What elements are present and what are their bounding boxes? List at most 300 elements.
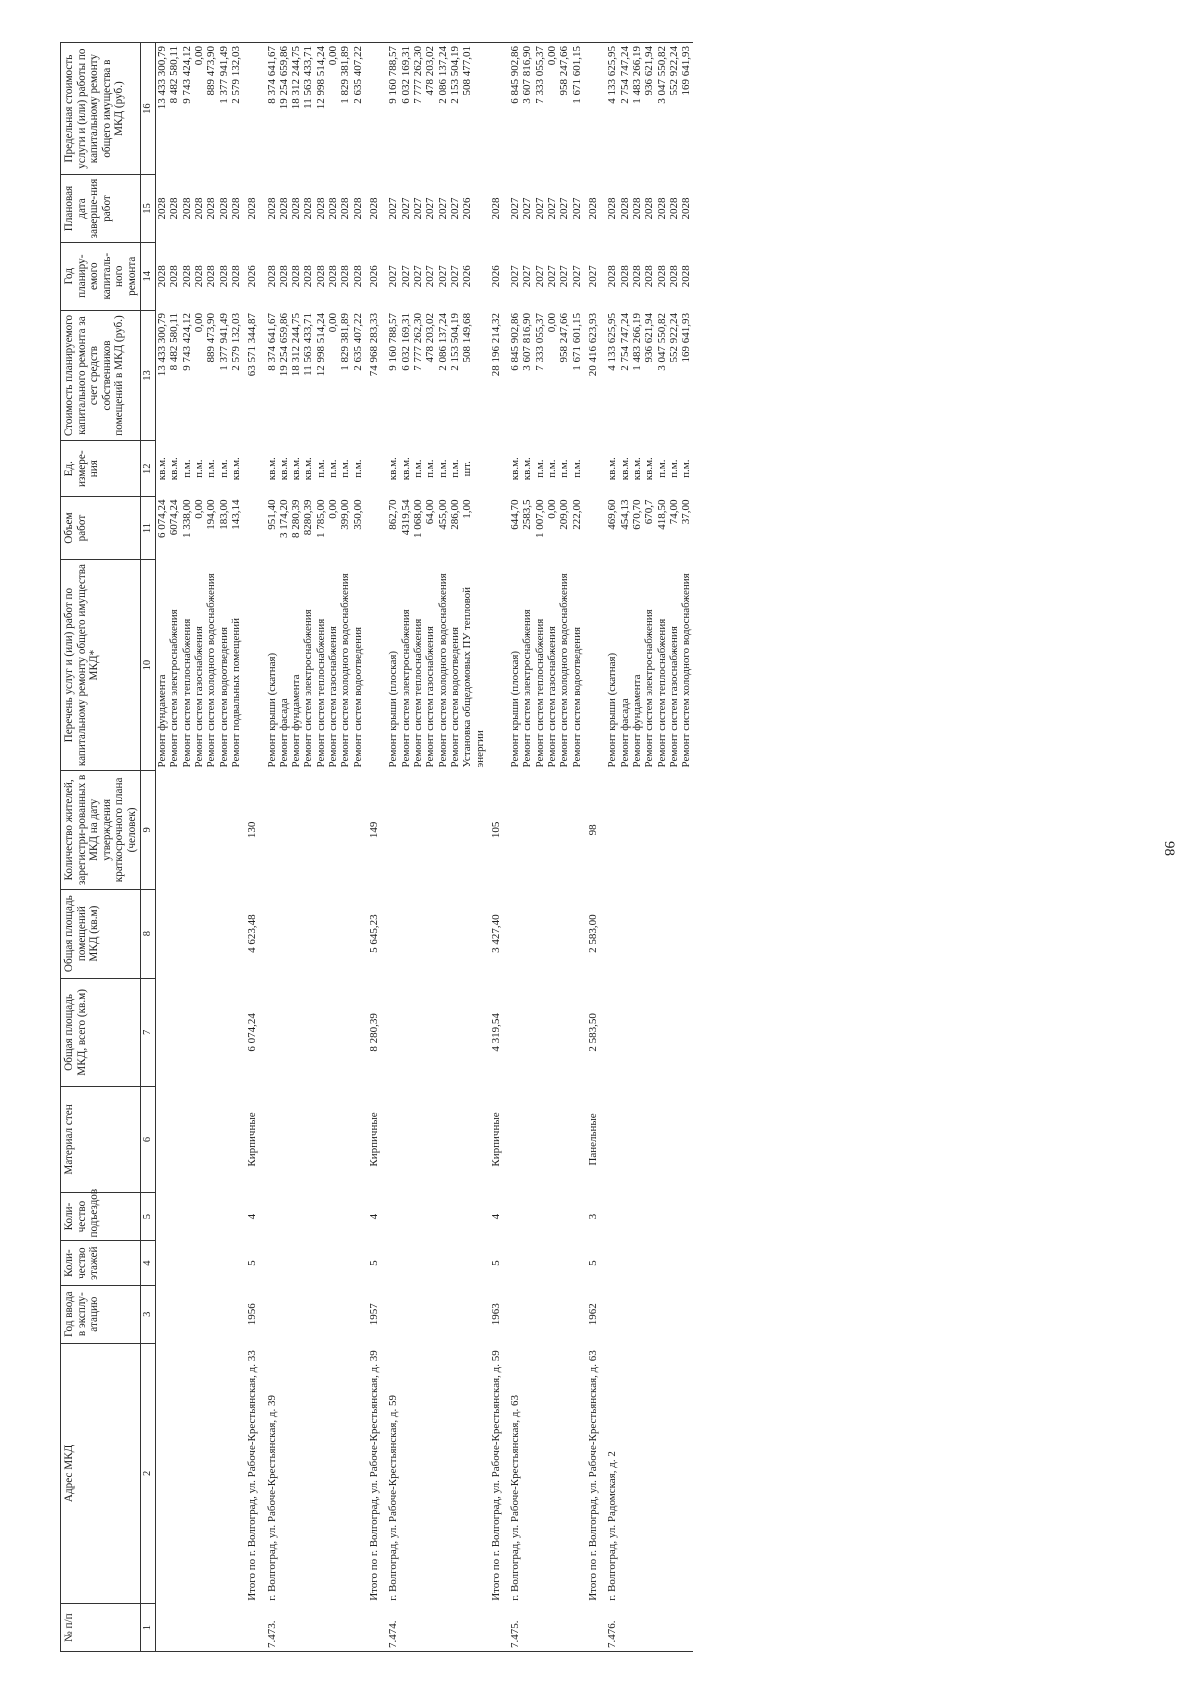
cost-cell: 1 671 601,15 bbox=[570, 313, 583, 371]
header-cell: Плановая дата заверше-ния работ bbox=[61, 175, 141, 243]
table-row bbox=[424, 43, 436, 1652]
entrances-cell bbox=[449, 1192, 461, 1241]
limit-cost-cell: 4 133 625,95 bbox=[601, 43, 618, 175]
volume-cell bbox=[583, 496, 601, 559]
header-cell: Материал стен bbox=[61, 1087, 141, 1192]
column-number: 8 bbox=[141, 889, 156, 978]
floors-cell bbox=[168, 1241, 180, 1285]
wall-material-cell bbox=[382, 1087, 399, 1192]
address-cell bbox=[205, 1343, 217, 1604]
work-type-cell: Ремонт систем водоотведения bbox=[217, 626, 230, 768]
wall-material-cell bbox=[449, 1087, 461, 1192]
total-area-cell bbox=[412, 978, 424, 1087]
year-cell bbox=[218, 1285, 230, 1343]
repair-year-cell: 2028 bbox=[630, 265, 643, 288]
address-cell bbox=[290, 1343, 302, 1604]
row-number bbox=[364, 1604, 382, 1652]
header-cell: Количество жителей, зарегистри-рованных в МКД на дату утверждения краткосрочного плана (человек) bbox=[61, 771, 141, 890]
work-type-cell: Ремонт систем электроснабжения bbox=[643, 609, 656, 768]
repair-year-cell: 2027 bbox=[558, 265, 571, 288]
entrances-cell bbox=[521, 1192, 533, 1241]
year-cell bbox=[571, 1285, 583, 1343]
wall-material-cell bbox=[412, 1087, 424, 1192]
wall-material-cell bbox=[218, 1087, 230, 1192]
total-area-cell bbox=[504, 978, 521, 1087]
floors-cell bbox=[619, 1241, 631, 1285]
entrances-cell bbox=[504, 1192, 521, 1241]
total-area-cell bbox=[601, 978, 618, 1087]
limit-cost-cell: 12 998 514,24 bbox=[315, 43, 327, 175]
limit-cost-cell bbox=[242, 43, 260, 175]
total-area-cell bbox=[181, 978, 193, 1087]
address-cell bbox=[230, 1343, 242, 1604]
cost-cell: 7 333 055,37 bbox=[533, 313, 546, 371]
floors-cell bbox=[668, 1241, 680, 1285]
work-type-cell: Ремонт систем холодного водоснабжения bbox=[205, 573, 218, 768]
header-cell: Стоимость планируемого капитального ремонта за счет средств собственников помещений в МКД (руб.) bbox=[61, 310, 141, 441]
living-area-cell bbox=[181, 889, 193, 978]
limit-cost-cell: 889 473,90 bbox=[205, 43, 217, 175]
work-type-cell: Ремонт систем теплоснабжения bbox=[180, 618, 193, 768]
residents-cell bbox=[278, 771, 290, 890]
total-area-cell bbox=[668, 978, 680, 1087]
completion-date-cell: 2027 bbox=[521, 197, 534, 220]
entrances-cell: 4 bbox=[368, 1213, 381, 1220]
residents-cell bbox=[424, 771, 436, 890]
residents-cell bbox=[230, 771, 242, 890]
row-number bbox=[290, 1604, 302, 1652]
repair-year-cell: 2026 bbox=[368, 265, 381, 288]
address-cell bbox=[643, 1343, 655, 1604]
living-area-cell bbox=[302, 889, 314, 978]
total-area-cell bbox=[449, 978, 461, 1087]
row-number bbox=[193, 1604, 205, 1652]
wall-material-cell bbox=[521, 1087, 533, 1192]
row-number: 7.473. bbox=[261, 1604, 278, 1652]
floors-cell bbox=[656, 1241, 668, 1285]
volume-cell: 0,00 bbox=[327, 499, 340, 519]
living-area-cell bbox=[424, 889, 436, 978]
cost-cell: 958 247,66 bbox=[558, 313, 571, 363]
address-cell bbox=[412, 1343, 424, 1604]
table-row bbox=[486, 43, 504, 1652]
year-cell bbox=[656, 1285, 668, 1343]
year-cell bbox=[619, 1285, 631, 1343]
repair-year-cell: 2027 bbox=[521, 265, 534, 288]
address-cell bbox=[619, 1343, 631, 1604]
total-area-cell bbox=[156, 978, 169, 1087]
wall-material-cell bbox=[290, 1087, 302, 1192]
entrances-cell bbox=[290, 1192, 302, 1241]
volume-cell: 286,00 bbox=[448, 499, 461, 530]
living-area-cell bbox=[327, 889, 339, 978]
floors-cell bbox=[412, 1241, 424, 1285]
unit-cell: п.м. bbox=[411, 459, 424, 478]
table-row bbox=[412, 43, 424, 1652]
wall-material-cell bbox=[352, 1087, 364, 1192]
total-area-cell bbox=[680, 978, 692, 1087]
living-area-cell bbox=[193, 889, 205, 978]
year-cell bbox=[534, 1285, 546, 1343]
unit-cell: кв.м. bbox=[229, 457, 242, 481]
floors-cell: 5 bbox=[489, 1260, 502, 1266]
completion-date-cell: 2028 bbox=[327, 197, 340, 220]
year-cell: 1963 bbox=[489, 1303, 502, 1326]
cost-cell: 1 377 941,49 bbox=[217, 313, 230, 371]
table-row bbox=[193, 43, 205, 1652]
unit-cell: шт. bbox=[461, 461, 474, 477]
completion-date-cell: 2028 bbox=[265, 197, 278, 220]
unit-cell: кв.м. bbox=[290, 457, 303, 481]
residents-cell bbox=[352, 771, 364, 890]
table-row bbox=[218, 43, 230, 1652]
completion-date-cell: 2027 bbox=[509, 197, 522, 220]
unit-cell: п.м. bbox=[533, 459, 546, 478]
address-cell bbox=[668, 1343, 680, 1604]
total-area-cell bbox=[352, 978, 364, 1087]
living-area-cell bbox=[643, 889, 655, 978]
volume-cell: 3 174,20 bbox=[277, 499, 290, 538]
year-cell: 1962 bbox=[587, 1303, 600, 1326]
residents-cell bbox=[521, 771, 533, 890]
limit-cost-cell: 8 374 641,67 bbox=[261, 43, 278, 175]
work-type-cell: Ремонт фундамента bbox=[630, 674, 643, 768]
entrances-cell bbox=[601, 1192, 618, 1241]
cost-cell: 28 196 214,32 bbox=[489, 313, 502, 377]
total-area-cell: 6 074,24 bbox=[246, 1013, 259, 1052]
volume-cell: 399,00 bbox=[339, 499, 352, 530]
row-number bbox=[156, 1604, 169, 1652]
unit-cell: кв.м. bbox=[618, 457, 631, 481]
total-area-cell bbox=[656, 978, 668, 1087]
wall-material-cell bbox=[302, 1087, 314, 1192]
table-row bbox=[261, 43, 278, 1652]
header-cell: Коли-чество этажей bbox=[61, 1241, 141, 1285]
column-number: 12 bbox=[141, 441, 156, 496]
year-cell bbox=[290, 1285, 302, 1343]
row-number bbox=[643, 1604, 655, 1652]
table-row bbox=[437, 43, 449, 1652]
living-area-cell bbox=[168, 889, 180, 978]
living-area-cell: 4 623,48 bbox=[246, 914, 259, 953]
limit-cost-cell: 936 621,94 bbox=[643, 43, 655, 175]
wall-material-cell bbox=[400, 1087, 412, 1192]
completion-date-cell: 2027 bbox=[558, 197, 571, 220]
unit-cell: п.м. bbox=[546, 459, 559, 478]
table-row bbox=[230, 43, 242, 1652]
floors-cell bbox=[278, 1241, 290, 1285]
row-number bbox=[619, 1604, 631, 1652]
cost-cell: 552 922,24 bbox=[667, 313, 680, 363]
header-cell: Общая площадь МКД, всего (кв.м) bbox=[61, 978, 141, 1087]
cost-cell: 2 754 747,24 bbox=[618, 313, 631, 371]
column-number: 9 bbox=[141, 771, 156, 890]
address-cell bbox=[218, 1343, 230, 1604]
residents-cell bbox=[382, 771, 399, 890]
entrances-cell bbox=[205, 1192, 217, 1241]
completion-date-cell: 2028 bbox=[618, 197, 631, 220]
work-type-cell: Ремонт систем электроснабжения bbox=[521, 609, 534, 768]
total-area-cell bbox=[205, 978, 217, 1087]
entrances-cell bbox=[168, 1192, 180, 1241]
living-area-cell bbox=[558, 889, 570, 978]
row-number bbox=[205, 1604, 217, 1652]
completion-date-cell: 2027 bbox=[533, 197, 546, 220]
work-type-cell: Ремонт систем теплоснабжения bbox=[314, 618, 327, 768]
work-type-cell: Ремонт крыши (плоская) bbox=[387, 650, 400, 768]
limit-cost-cell: 2 635 407,22 bbox=[352, 43, 364, 175]
completion-date-cell: 2028 bbox=[630, 197, 643, 220]
table-row bbox=[680, 43, 692, 1652]
floors-cell bbox=[437, 1241, 449, 1285]
entrances-cell bbox=[461, 1192, 486, 1241]
row-number bbox=[461, 1604, 486, 1652]
header-row bbox=[61, 43, 141, 1652]
unit-cell: кв.м. bbox=[606, 457, 619, 481]
residents-cell bbox=[534, 771, 546, 890]
living-area-cell bbox=[504, 889, 521, 978]
cost-cell: 8 482 580,11 bbox=[168, 313, 181, 371]
unit-cell: п.м. bbox=[448, 459, 461, 478]
wall-material-cell bbox=[437, 1087, 449, 1192]
column-number: 16 bbox=[141, 43, 156, 175]
row-number bbox=[631, 1604, 643, 1652]
volume-cell: 2583,5 bbox=[521, 499, 534, 530]
completion-date-cell: 2028 bbox=[643, 197, 656, 220]
residents-cell bbox=[315, 771, 327, 890]
year-cell bbox=[437, 1285, 449, 1343]
entrances-cell bbox=[156, 1192, 169, 1241]
row-number bbox=[583, 1604, 601, 1652]
work-type-cell: Ремонт систем газоснабжения bbox=[667, 626, 680, 768]
address-cell bbox=[546, 1343, 558, 1604]
completion-date-cell: 2028 bbox=[205, 197, 218, 220]
year-cell bbox=[558, 1285, 570, 1343]
floors-cell bbox=[193, 1241, 205, 1285]
work-type-cell: Ремонт систем водоотведения bbox=[570, 626, 583, 768]
entrances-cell bbox=[437, 1192, 449, 1241]
residents-cell bbox=[546, 771, 558, 890]
wall-material-cell bbox=[261, 1087, 278, 1192]
limit-cost-cell: 2 579 132,03 bbox=[230, 43, 242, 175]
total-area-cell bbox=[424, 978, 436, 1087]
completion-date-cell: 2028 bbox=[302, 197, 315, 220]
entrances-cell bbox=[558, 1192, 570, 1241]
row-number bbox=[680, 1604, 692, 1652]
total-area-cell bbox=[571, 978, 583, 1087]
unit-cell bbox=[364, 441, 382, 496]
row-number bbox=[546, 1604, 558, 1652]
repair-year-cell: 2027 bbox=[587, 265, 600, 288]
volume-cell: 1 007,00 bbox=[533, 499, 546, 538]
completion-date-cell: 2028 bbox=[655, 197, 668, 220]
row-number bbox=[412, 1604, 424, 1652]
residents-cell: 105 bbox=[489, 821, 502, 839]
unit-cell: кв.м. bbox=[277, 457, 290, 481]
work-type-cell: Ремонт систем холодного водоснабжения bbox=[339, 573, 352, 768]
address-cell: Итого по г. Волгоград, ул. Рабоче-Крестьянская, д. 33 bbox=[246, 1350, 259, 1601]
cost-cell: 6 845 902,86 bbox=[509, 313, 522, 371]
completion-date-cell: 2026 bbox=[461, 197, 474, 220]
total-area-cell bbox=[619, 978, 631, 1087]
volume-cell: 64,00 bbox=[424, 499, 437, 525]
total-area-cell bbox=[218, 978, 230, 1087]
work-type-cell: Ремонт крыши (плоская) bbox=[509, 650, 522, 768]
repair-year-cell: 2028 bbox=[618, 265, 631, 288]
table-row bbox=[546, 43, 558, 1652]
cost-cell: 9 160 788,57 bbox=[387, 313, 400, 371]
limit-cost-cell: 2 086 137,24 bbox=[437, 43, 449, 175]
row-number bbox=[449, 1604, 461, 1652]
address-cell bbox=[571, 1343, 583, 1604]
unit-cell: кв.м. bbox=[509, 457, 522, 481]
column-number: 2 bbox=[141, 1343, 156, 1604]
total-area-cell bbox=[382, 978, 399, 1087]
limit-cost-cell: 958 247,66 bbox=[558, 43, 570, 175]
unit-cell: п.м. bbox=[558, 459, 571, 478]
column-number: 7 bbox=[141, 978, 156, 1087]
unit-cell: кв.м. bbox=[265, 457, 278, 481]
limit-cost-cell: 1 377 941,49 bbox=[218, 43, 230, 175]
wall-material-cell bbox=[656, 1087, 668, 1192]
volume-cell: 183,00 bbox=[217, 499, 230, 530]
entrances-cell bbox=[339, 1192, 351, 1241]
unit-cell: кв.м. bbox=[399, 457, 412, 481]
volume-cell: 222,00 bbox=[570, 499, 583, 530]
unit-cell: кв.м. bbox=[643, 457, 656, 481]
completion-date-cell: 2028 bbox=[156, 197, 169, 220]
row-number bbox=[218, 1604, 230, 1652]
entrances-cell bbox=[352, 1192, 364, 1241]
living-area-cell bbox=[290, 889, 302, 978]
residents-cell bbox=[156, 771, 169, 890]
entrances-cell bbox=[571, 1192, 583, 1241]
work-type-cell: Ремонт систем теплоснабжения bbox=[411, 618, 424, 768]
table-row bbox=[631, 43, 643, 1652]
limit-cost-cell: 8 482 580,11 bbox=[168, 43, 180, 175]
work-type-cell: Ремонт систем теплоснабжения bbox=[655, 618, 668, 768]
work-type-cell: Ремонт систем водоотведения bbox=[448, 626, 461, 768]
living-area-cell bbox=[437, 889, 449, 978]
year-cell bbox=[205, 1285, 217, 1343]
header-cell: Год ввода в эксплу-атацию bbox=[61, 1285, 141, 1343]
completion-date-cell: 2028 bbox=[339, 197, 352, 220]
entrances-cell bbox=[680, 1192, 692, 1241]
address-cell bbox=[352, 1343, 364, 1604]
year-cell bbox=[230, 1285, 242, 1343]
total-area-cell bbox=[278, 978, 290, 1087]
repair-year-cell: 2027 bbox=[448, 265, 461, 288]
table-row bbox=[601, 43, 618, 1652]
floors-cell bbox=[504, 1241, 521, 1285]
floors-cell bbox=[424, 1241, 436, 1285]
repair-year-cell: 2028 bbox=[667, 265, 680, 288]
table-row bbox=[668, 43, 680, 1652]
living-area-cell bbox=[571, 889, 583, 978]
completion-date-cell: 2028 bbox=[192, 197, 205, 220]
wall-material-cell: Кирпичные bbox=[246, 1112, 259, 1167]
wall-material-cell: Панельные bbox=[587, 1113, 600, 1166]
table-row bbox=[558, 43, 570, 1652]
year-cell bbox=[424, 1285, 436, 1343]
header-cell: Предельная стоимость услуги и (или) работы по капитальному ремонту общего имущества в МКД (руб.) bbox=[61, 43, 141, 175]
cost-cell: 0,00 bbox=[546, 313, 559, 333]
living-area-cell bbox=[656, 889, 668, 978]
repair-year-cell: 2028 bbox=[168, 265, 181, 288]
living-area-cell bbox=[680, 889, 692, 978]
living-area-cell bbox=[619, 889, 631, 978]
year-cell bbox=[643, 1285, 655, 1343]
cost-cell: 936 621,94 bbox=[643, 313, 656, 363]
cost-cell: 3 047 550,82 bbox=[655, 313, 668, 371]
cost-cell: 0,00 bbox=[192, 313, 205, 333]
volume-cell: 670,70 bbox=[630, 499, 643, 530]
cost-cell: 0,00 bbox=[327, 313, 340, 333]
limit-cost-cell: 2 153 504,19 bbox=[449, 43, 461, 175]
floors-cell bbox=[218, 1241, 230, 1285]
total-area-cell bbox=[230, 978, 242, 1087]
volume-cell: 1 785,00 bbox=[314, 499, 327, 538]
cost-cell: 2 635 407,22 bbox=[351, 313, 364, 371]
floors-cell bbox=[315, 1241, 327, 1285]
row-number: 7.476. bbox=[601, 1604, 618, 1652]
floors-cell bbox=[449, 1241, 461, 1285]
volume-cell: 143,14 bbox=[229, 499, 242, 530]
unit-cell: п.м. bbox=[180, 459, 193, 478]
entrances-cell bbox=[400, 1192, 412, 1241]
repair-year-cell: 2028 bbox=[290, 265, 303, 288]
wall-material-cell bbox=[327, 1087, 339, 1192]
completion-date-cell: 2028 bbox=[680, 197, 693, 220]
volume-cell: 37,00 bbox=[680, 499, 693, 525]
residents-cell: 130 bbox=[246, 821, 259, 839]
cost-cell: 478 203,02 bbox=[424, 313, 437, 363]
repair-year-cell: 2027 bbox=[387, 265, 400, 288]
unit-cell: п.м. bbox=[680, 459, 693, 478]
column-number: 1 bbox=[141, 1604, 156, 1652]
year-cell bbox=[668, 1285, 680, 1343]
work-type-cell: Ремонт подвальных помещений bbox=[229, 618, 242, 768]
work-type-cell: Ремонт фасада bbox=[277, 698, 290, 768]
year-cell bbox=[382, 1285, 399, 1343]
wall-material-cell bbox=[504, 1087, 521, 1192]
column-number-row bbox=[141, 43, 156, 1652]
unit-cell: кв.м. bbox=[630, 457, 643, 481]
address-cell bbox=[339, 1343, 351, 1604]
volume-cell: 862,70 bbox=[387, 499, 400, 530]
address-cell bbox=[558, 1343, 570, 1604]
limit-cost-cell: 169 641,93 bbox=[680, 43, 692, 175]
volume-cell: 0,00 bbox=[546, 499, 559, 519]
residents-cell bbox=[302, 771, 314, 890]
floors-cell bbox=[546, 1241, 558, 1285]
floors-cell bbox=[327, 1241, 339, 1285]
entrances-cell bbox=[278, 1192, 290, 1241]
residents-cell bbox=[631, 771, 643, 890]
year-cell bbox=[261, 1285, 278, 1343]
table-row bbox=[327, 43, 339, 1652]
unit-cell: п.м. bbox=[667, 459, 680, 478]
work-type-cell bbox=[242, 560, 260, 771]
year-cell bbox=[302, 1285, 314, 1343]
residents-cell bbox=[327, 771, 339, 890]
table-row bbox=[352, 43, 364, 1652]
column-number: 11 bbox=[141, 496, 156, 559]
address-cell bbox=[534, 1343, 546, 1604]
repair-year-cell: 2028 bbox=[217, 265, 230, 288]
table-row bbox=[656, 43, 668, 1652]
total-area-cell bbox=[534, 978, 546, 1087]
